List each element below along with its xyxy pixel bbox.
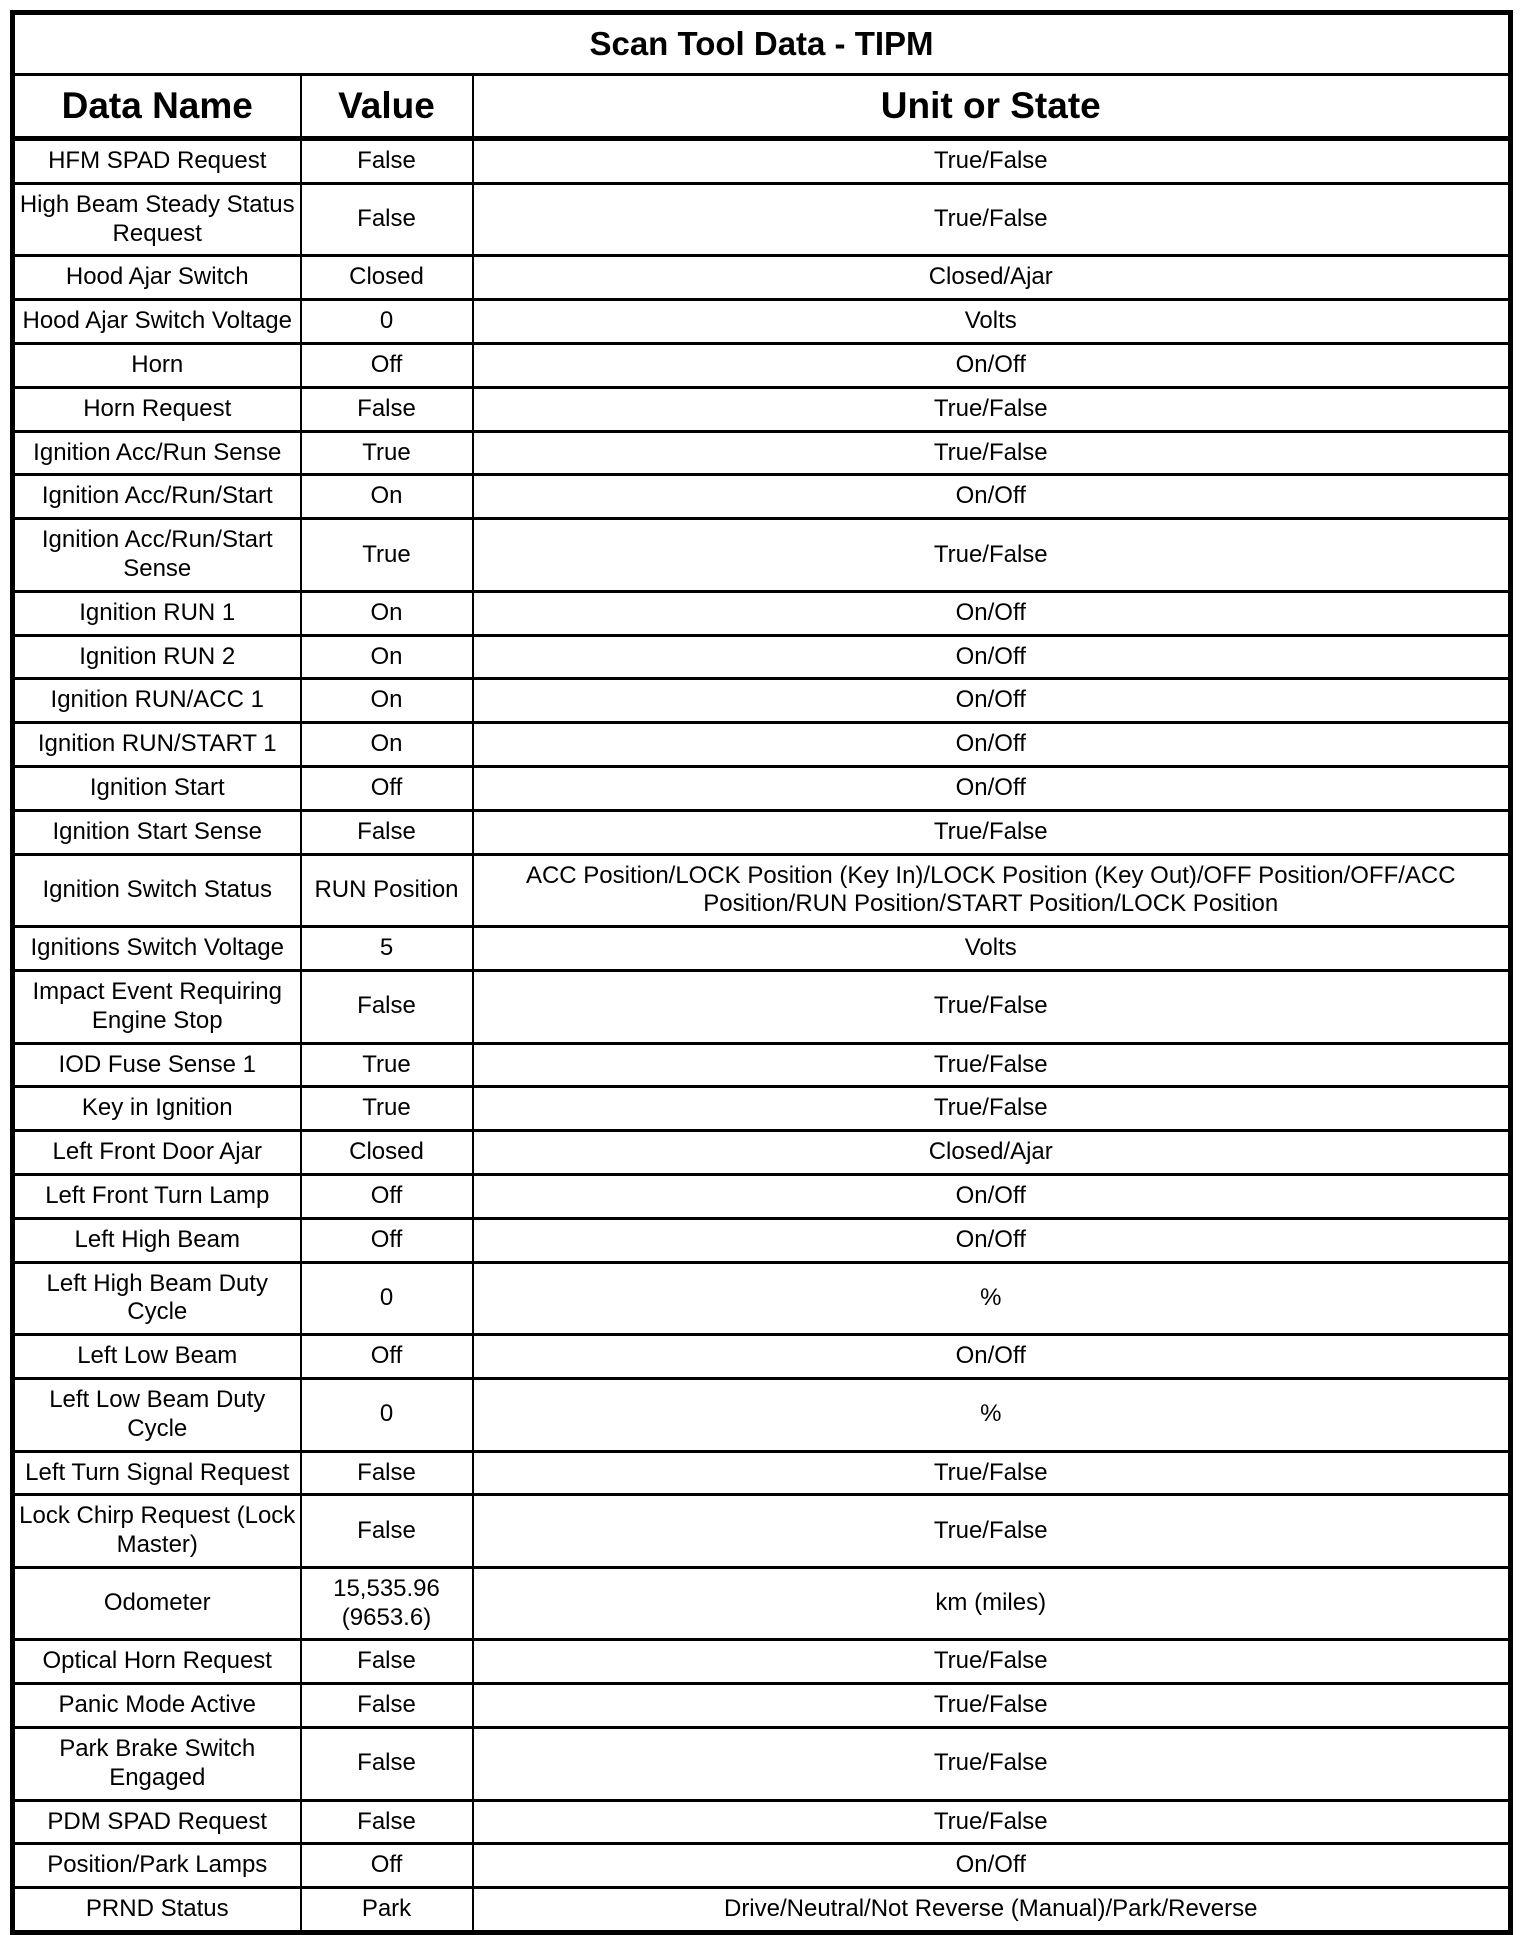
table-row <box>13 1567 1511 1640</box>
table-row <box>13 970 1511 1043</box>
data-name-cell: HFM SPAD Request <box>13 139 301 184</box>
table-row <box>13 1043 1511 1087</box>
column-header-unit-or-state: Unit or State <box>473 75 1511 139</box>
column-header-value: Value <box>301 75 473 139</box>
value-cell: False <box>301 1495 473 1568</box>
unit-cell: km (miles) <box>473 1567 1511 1640</box>
value-cell: On <box>301 635 473 679</box>
unit-cell: True/False <box>473 1043 1511 1087</box>
data-name-cell: Left Front Door Ajar <box>13 1131 301 1175</box>
table-row <box>13 635 1511 679</box>
table-row <box>13 1684 1511 1728</box>
value-cell: 15,535.96 (9653.6) <box>301 1567 473 1640</box>
table-row <box>13 591 1511 635</box>
unit-cell: True/False <box>473 1495 1511 1568</box>
data-name-cell: Ignitions Switch Voltage <box>13 927 301 971</box>
data-name-cell: Ignition Start Sense <box>13 810 301 854</box>
data-name-cell: Ignition Acc/Run/Start Sense <box>13 519 301 592</box>
table-row <box>13 431 1511 475</box>
scan-tool-data-table <box>10 10 1513 1935</box>
value-cell: True <box>301 1087 473 1131</box>
value-cell: On <box>301 591 473 635</box>
value-cell: Off <box>301 343 473 387</box>
unit-cell: On/Off <box>473 1335 1511 1379</box>
data-name-cell: Ignition Switch Status <box>13 854 301 927</box>
table-row <box>13 139 1511 184</box>
table-row <box>13 1174 1511 1218</box>
value-cell: 5 <box>301 927 473 971</box>
value-cell: True <box>301 431 473 475</box>
table-row <box>13 519 1511 592</box>
data-name-cell: Ignition RUN 1 <box>13 591 301 635</box>
data-name-cell: Ignition RUN/START 1 <box>13 723 301 767</box>
value-cell: Off <box>301 1174 473 1218</box>
unit-cell: True/False <box>473 1684 1511 1728</box>
data-name-cell: Left Low Beam <box>13 1335 301 1379</box>
unit-cell: True/False <box>473 139 1511 184</box>
table-row <box>13 183 1511 256</box>
data-name-cell: Key in Ignition <box>13 1087 301 1131</box>
value-cell: Off <box>301 766 473 810</box>
data-name-cell: Position/Park Lamps <box>13 1844 301 1888</box>
value-cell: True <box>301 519 473 592</box>
value-cell: False <box>301 1728 473 1801</box>
table-row <box>13 810 1511 854</box>
unit-cell: True/False <box>473 1451 1511 1495</box>
unit-cell: True/False <box>473 1640 1511 1684</box>
data-name-cell: Left Low Beam Duty Cycle <box>13 1378 301 1451</box>
title-row <box>13 13 1511 75</box>
table-row <box>13 1335 1511 1379</box>
data-name-cell: Hood Ajar Switch <box>13 256 301 300</box>
table-row <box>13 1728 1511 1801</box>
unit-cell: Closed/Ajar <box>473 256 1511 300</box>
value-cell: Off <box>301 1218 473 1262</box>
data-name-cell: High Beam Steady Status Request <box>13 183 301 256</box>
table-row <box>13 1451 1511 1495</box>
value-cell: Closed <box>301 1131 473 1175</box>
value-cell: True <box>301 1043 473 1087</box>
table-row <box>13 475 1511 519</box>
table-row <box>13 854 1511 927</box>
unit-cell: True/False <box>473 1800 1511 1844</box>
unit-cell: Drive/Neutral/Not Reverse (Manual)/Park/Reverse <box>473 1888 1511 1933</box>
data-name-cell: Hood Ajar Switch Voltage <box>13 300 301 344</box>
unit-cell: ACC Position/LOCK Position (Key In)/LOCK Position (Key Out)/OFF Position/OFF/ACC Position/RUN Position/START Position/LOCK Position <box>473 854 1511 927</box>
value-cell: Off <box>301 1335 473 1379</box>
unit-cell: True/False <box>473 1087 1511 1131</box>
value-cell: False <box>301 1640 473 1684</box>
data-name-cell: Horn <box>13 343 301 387</box>
table-row <box>13 766 1511 810</box>
value-cell: Closed <box>301 256 473 300</box>
value-cell: False <box>301 387 473 431</box>
data-name-cell: Ignition Acc/Run/Start <box>13 475 301 519</box>
table-row <box>13 1495 1511 1568</box>
table-row <box>13 1262 1511 1335</box>
unit-cell: On/Off <box>473 635 1511 679</box>
value-cell: False <box>301 970 473 1043</box>
unit-cell: True/False <box>473 183 1511 256</box>
data-name-cell: Left High Beam <box>13 1218 301 1262</box>
unit-cell: True/False <box>473 970 1511 1043</box>
unit-cell: True/False <box>473 1728 1511 1801</box>
unit-cell: On/Off <box>473 475 1511 519</box>
data-name-cell: PRND Status <box>13 1888 301 1933</box>
unit-cell: On/Off <box>473 723 1511 767</box>
data-name-cell: Left High Beam Duty Cycle <box>13 1262 301 1335</box>
value-cell: False <box>301 810 473 854</box>
data-name-cell: Ignition Acc/Run Sense <box>13 431 301 475</box>
unit-cell: Volts <box>473 300 1511 344</box>
data-name-cell: Lock Chirp Request (Lock Master) <box>13 1495 301 1568</box>
value-cell: False <box>301 183 473 256</box>
data-name-cell: IOD Fuse Sense 1 <box>13 1043 301 1087</box>
table-row <box>13 1218 1511 1262</box>
value-cell: On <box>301 679 473 723</box>
data-name-cell: PDM SPAD Request <box>13 1800 301 1844</box>
data-name-cell: Impact Event Requiring Engine Stop <box>13 970 301 1043</box>
value-cell: False <box>301 139 473 184</box>
page-title: Scan Tool Data - TIPM <box>13 13 1511 75</box>
column-header-data-name: Data Name <box>13 75 301 139</box>
unit-cell: On/Off <box>473 1174 1511 1218</box>
table-row <box>13 679 1511 723</box>
data-name-cell: Optical Horn Request <box>13 1640 301 1684</box>
unit-cell: True/False <box>473 387 1511 431</box>
value-cell: Park <box>301 1888 473 1933</box>
unit-cell: Volts <box>473 927 1511 971</box>
value-cell: False <box>301 1800 473 1844</box>
value-cell: On <box>301 475 473 519</box>
data-name-cell: Ignition Start <box>13 766 301 810</box>
unit-cell: True/False <box>473 519 1511 592</box>
table-body <box>13 139 1511 1933</box>
unit-cell: True/False <box>473 431 1511 475</box>
data-name-cell: Odometer <box>13 1567 301 1640</box>
unit-cell: Closed/Ajar <box>473 1131 1511 1175</box>
value-cell: Off <box>301 1844 473 1888</box>
data-name-cell: Park Brake Switch Engaged <box>13 1728 301 1801</box>
table-row <box>13 1888 1511 1933</box>
table-row <box>13 387 1511 431</box>
value-cell: False <box>301 1451 473 1495</box>
unit-cell: True/False <box>473 810 1511 854</box>
data-name-cell: Panic Mode Active <box>13 1684 301 1728</box>
table-row <box>13 1131 1511 1175</box>
unit-cell: On/Off <box>473 1844 1511 1888</box>
table-row <box>13 1800 1511 1844</box>
table-row <box>13 343 1511 387</box>
data-name-cell: Horn Request <box>13 387 301 431</box>
data-name-cell: Ignition RUN/ACC 1 <box>13 679 301 723</box>
data-name-cell: Ignition RUN 2 <box>13 635 301 679</box>
table-row <box>13 300 1511 344</box>
unit-cell: On/Off <box>473 1218 1511 1262</box>
value-cell: On <box>301 723 473 767</box>
value-cell: 0 <box>301 1262 473 1335</box>
value-cell: 0 <box>301 300 473 344</box>
table-row <box>13 256 1511 300</box>
table-row <box>13 1087 1511 1131</box>
value-cell: RUN Position <box>301 854 473 927</box>
unit-cell: On/Off <box>473 679 1511 723</box>
unit-cell: % <box>473 1262 1511 1335</box>
table-row <box>13 1640 1511 1684</box>
value-cell: 0 <box>301 1378 473 1451</box>
data-name-cell: Left Turn Signal Request <box>13 1451 301 1495</box>
unit-cell: On/Off <box>473 766 1511 810</box>
table-row <box>13 1378 1511 1451</box>
table-row <box>13 927 1511 971</box>
unit-cell: On/Off <box>473 343 1511 387</box>
unit-cell: % <box>473 1378 1511 1451</box>
table-row <box>13 723 1511 767</box>
table-row <box>13 1844 1511 1888</box>
data-name-cell: Left Front Turn Lamp <box>13 1174 301 1218</box>
value-cell: False <box>301 1684 473 1728</box>
unit-cell: On/Off <box>473 591 1511 635</box>
column-header-row <box>13 75 1511 139</box>
